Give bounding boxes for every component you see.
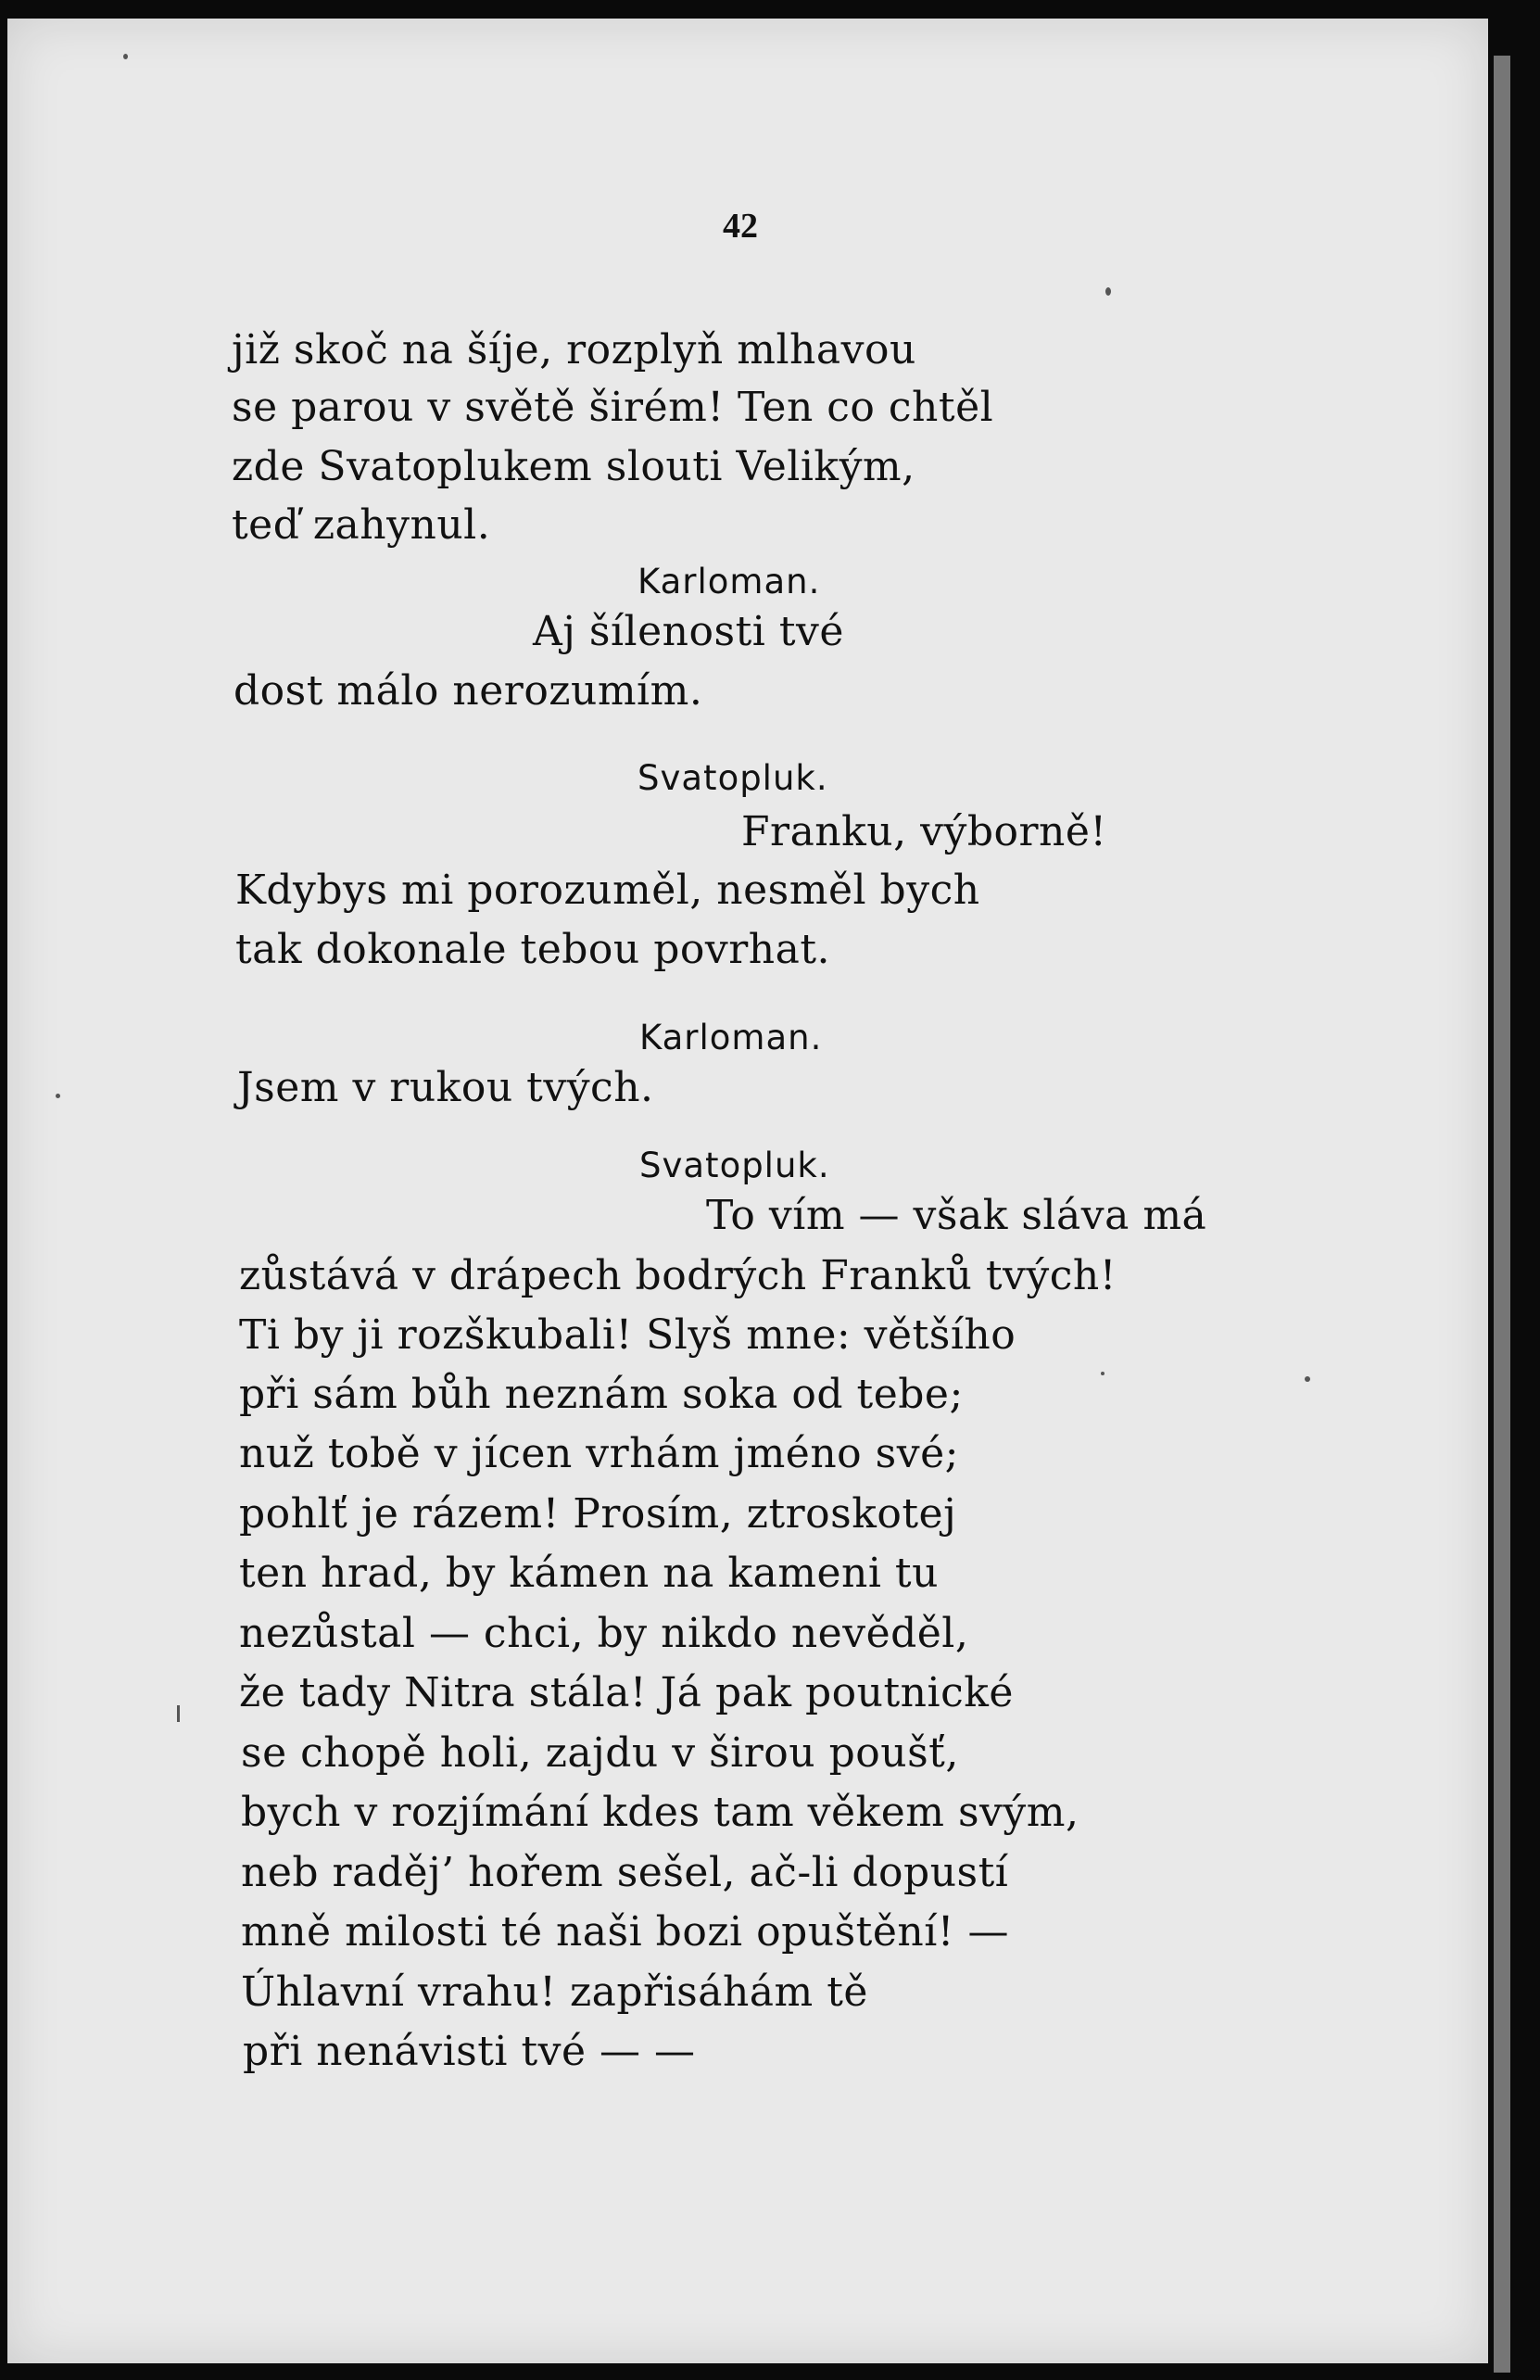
verse-line: pohlť je rázem! Prosím, ztroskotej (239, 1490, 957, 1538)
verse-line: zůstává v drápech bodrých Franků tvých! (239, 1252, 1117, 1299)
print-speck (1305, 1376, 1310, 1382)
verse-line: teď zahynul. (232, 501, 491, 549)
speaker-name: Karloman. (639, 1018, 823, 1057)
print-speck (1101, 1372, 1105, 1375)
verse-line: nezůstal — chci, by nikdo nevěděl, (239, 1610, 969, 1657)
verse-line: se parou v světě širém! Ten co chtěl (232, 384, 994, 431)
print-speck (123, 54, 128, 59)
verse-line: že tady Nitra stála! Já pak poutnické (239, 1669, 1014, 1716)
verse-line: Jsem v rukou tvých. (237, 1064, 654, 1111)
verse-line: neb raděj’ hořem sešel, ač-li dopustí (241, 1849, 1009, 1896)
verse-line: Aj šílenosti tvé (533, 608, 844, 655)
verse-line: bych v rozjímání kdes tam věkem svým, (241, 1789, 1079, 1836)
verse-line: se chopě holi, zajdu v širou poušť, (241, 1729, 959, 1777)
verse-line: Úhlavní vrahu! zapřisáhám tě (241, 1969, 868, 2016)
print-speck (177, 1705, 180, 1722)
speaker-name: Svatopluk. (637, 758, 828, 798)
verse-line: ten hrad, by kámen na kameni tu (239, 1550, 939, 1597)
verse-line: Franku, výborně! (741, 808, 1107, 855)
verse-line: Kdybys mi porozuměl, nesměl bych (235, 867, 980, 914)
verse-line: To vím — však sláva má (706, 1192, 1207, 1239)
speaker-name: Svatopluk. (639, 1146, 830, 1185)
verse-line: Ti by ji rozškubali! Slyš mne: většího (239, 1311, 1016, 1359)
verse-line: při sám bůh neznám soka od tebe; (239, 1371, 964, 1418)
page-number: 42 (723, 207, 758, 246)
speaker-name: Karloman. (637, 562, 821, 601)
verse-line: nuž tobě v jícen vrhám jméno své; (239, 1430, 959, 1477)
verse-line: tak dokonale tebou povrhat. (235, 926, 831, 973)
verse-line: dost málo nerozumím. (234, 667, 703, 715)
verse-line: zde Svatoplukem slouti Velikým, (232, 443, 915, 490)
print-speck (56, 1094, 60, 1098)
verse-line: při nenávisti tvé — — (243, 2028, 696, 2075)
page-edge-strip (1494, 56, 1510, 2373)
verse-line: mně milosti té naši bozi opuštění! — (241, 1908, 1009, 1956)
print-speck (1105, 287, 1111, 296)
verse-line: již skoč na šíje, rozplyň mlhavou (232, 326, 916, 373)
